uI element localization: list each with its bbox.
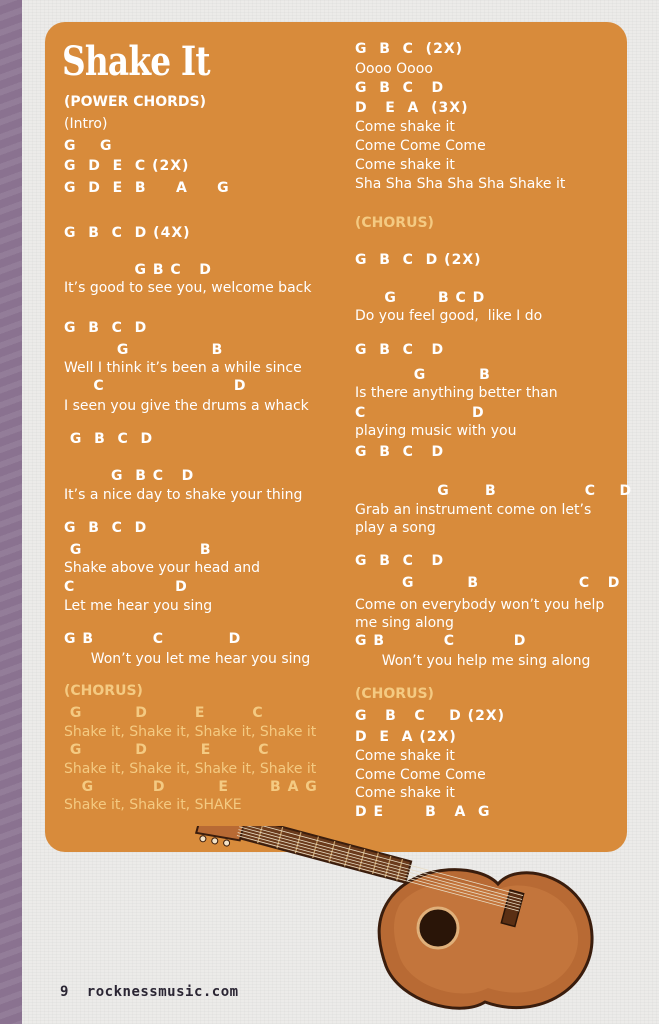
lyric-line: Come Come Come (355, 767, 486, 783)
chord-line: C D (64, 579, 188, 595)
chord-line: G B C D (64, 320, 148, 336)
chord-line: G B C D (355, 483, 633, 499)
lyric-line: Grab an instrument come on let’s (355, 502, 592, 518)
lyric-line: Sha Sha Sha Sha Sha Shake it (355, 176, 566, 192)
book-spine (0, 0, 22, 1024)
page-number: 9 (60, 984, 69, 1000)
lyric-line: Let me hear you sing (64, 598, 213, 614)
chord-line: G B C D (355, 444, 445, 460)
chord-line: G B C D (64, 262, 212, 278)
lyric-line: Won’t you help me sing along (355, 653, 591, 669)
chord-line: D E A (2X) (355, 729, 457, 745)
chord-line: C D (64, 378, 247, 394)
lyric-line: Come shake it (355, 119, 455, 135)
guitar-neck (236, 826, 411, 883)
chord-line: G B C (2X) (355, 41, 464, 57)
lyric-line: Shake above your head and (64, 560, 261, 576)
lyric-line: Come shake it (355, 748, 455, 764)
lyric-line: I seen you give the drums a whack (64, 398, 309, 414)
chord-line: G B C D (355, 553, 445, 569)
lyric-line: Shake it, Shake it, Shake it, Shake it (64, 724, 317, 740)
lyric-line: play a song (355, 520, 436, 536)
lyric-line: It’s good to see you, welcome back (64, 280, 312, 296)
chord-line: C D (355, 405, 485, 421)
guitar-soundhole (418, 908, 458, 948)
chord-line: G B C D (64, 431, 154, 447)
chorus-heading: (CHORUS) (64, 683, 143, 699)
lyric-line: Well I think it’s been a while since (64, 360, 302, 376)
lyric-line: Oooo Oooo (355, 61, 433, 77)
lyric-line: Come Come Come (355, 138, 486, 154)
lyric-line: Come shake it (355, 785, 455, 801)
chord-line: G G (64, 138, 113, 154)
chord-line: G B C D (355, 342, 445, 358)
song-title: Shake It (62, 38, 210, 85)
chord-line: G B (355, 367, 491, 383)
chord-line: G B (64, 342, 224, 358)
chord-line: G B C D (355, 575, 621, 591)
chord-line: G B C D (64, 520, 148, 536)
lyric-line: (Intro) (64, 116, 108, 132)
lyric-line: Come shake it (355, 157, 455, 173)
lyric-line: playing music with you (355, 423, 517, 439)
subtitle: (POWER CHORDS) (64, 94, 206, 110)
lyric-line: Shake it, Shake it, Shake it, Shake it (64, 761, 317, 777)
chorus-heading: (CHORUS) (355, 686, 434, 702)
chord-line: G B C D (355, 633, 527, 649)
chord-line: G B C D (4X) (64, 225, 191, 241)
lyric-line: Come on everybody won’t you help (355, 597, 605, 613)
chord-line: G B C D (355, 80, 445, 96)
chord-line: G B C D (2X) (355, 252, 482, 268)
lyric-line: Shake it, Shake it, SHAKE (64, 797, 242, 813)
chorus-heading: (CHORUS) (355, 215, 434, 231)
chord-line: G B (64, 542, 212, 558)
lyric-line: Do you feel good, like I do (355, 308, 543, 324)
chord-line: G B C D (64, 631, 242, 647)
lyric-line: me sing along (355, 615, 454, 631)
chord-line: G D E C (64, 705, 264, 721)
website-link[interactable]: rocknessmusic.com (86, 984, 239, 1000)
chord-line: G D E C (64, 742, 270, 758)
chord-line: G D E B A G (64, 779, 318, 795)
chord-line: G B C D (2X) (355, 708, 506, 724)
chord-line: G B C D (355, 290, 486, 306)
guitar-illustration (180, 826, 600, 1016)
lyric-line: It’s a nice day to shake your thing (64, 487, 303, 503)
chord-line: G D E B A G (64, 180, 230, 196)
lyric-line: Won’t you let me hear you sing (64, 651, 311, 667)
page-footer (60, 984, 239, 1000)
chord-line: G B C D (64, 468, 195, 484)
lyric-line: Is there anything better than (355, 385, 558, 401)
chord-line: G D E C (2X) (64, 158, 190, 174)
chord-line: D E A (3X) (355, 100, 469, 116)
chord-line: D E B A G (355, 804, 491, 820)
